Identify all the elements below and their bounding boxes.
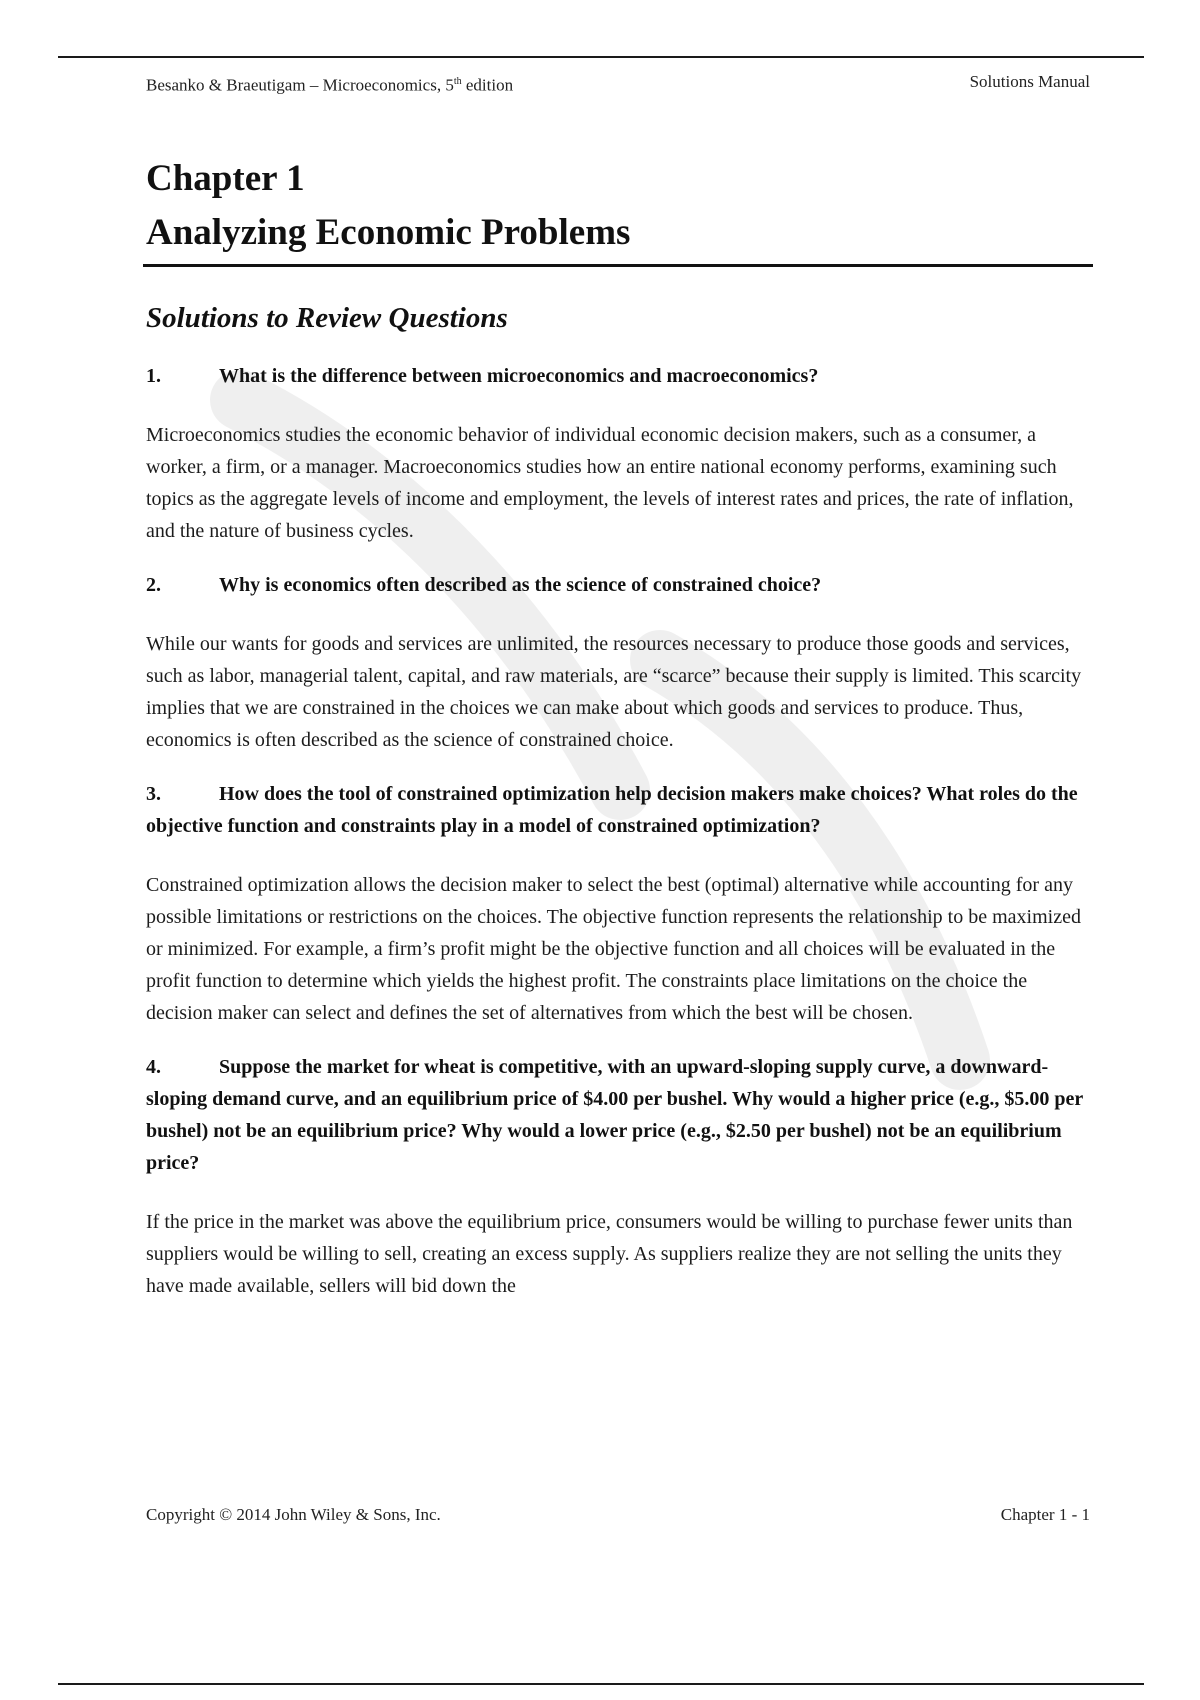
chapter-number: Chapter 1 xyxy=(146,157,305,199)
question-number: 3. xyxy=(146,782,161,805)
question-text: How does the tool of constrained optimization help decision makers make choices? What roles do the objective function and constraints play in a model of constrained optimization? xyxy=(146,782,1078,837)
answer-1: Microeconomics studies the economic behavior of individual economic decision makers, such as a consumer, a worker, a firm, or a manager. Macroeconomics studies how an entire national economy performs, examining such topics as the aggregate levels of income and employment, the levels of interest rates and prices, the rate of inflation, and the nature of business cycles. xyxy=(146,423,1074,542)
answer-4: If the price in the market was above the equilibrium price, consumers would be willing to purchase fewer units than suppliers would be willing to sell, creating an excess supply. As suppliers realize they are not selling the units they have made available, sellers will bid down the xyxy=(146,1210,1073,1297)
running-footer xyxy=(146,1503,1090,1527)
chapter-title xyxy=(146,152,1090,260)
footer-page-number: Chapter 1 - 1 xyxy=(1000,1505,1090,1524)
question-text: Why is economics often described as the science of constrained choice? xyxy=(219,573,822,596)
question-3 xyxy=(146,778,1090,842)
footer-copyright: Copyright © 2014 John Wiley & Sons, Inc. xyxy=(146,1505,441,1524)
question-text: Suppose the market for wheat is competitive, with an upward-sloping supply curve, a downward-sloping demand curve, and an equilibrium price of $4.00 per bushel. Why would a higher price (e.g., $5.00 per bushel) not be an equilibrium price? Why would a lower price (e.g., $2.50 per bushel) not be an equilibrium price? xyxy=(146,1055,1083,1174)
title-underline xyxy=(143,264,1093,267)
question-number: 1. xyxy=(146,364,161,387)
question-number: 4. xyxy=(146,1055,161,1078)
header-manual-label: Solutions Manual xyxy=(969,72,1090,91)
document-page xyxy=(146,70,1090,1302)
section-heading: Solutions to Review Questions xyxy=(146,301,508,334)
header-book-title: Besanko & Braeutigam – Microeconomics, 5th edition xyxy=(146,75,514,95)
answer-3: Constrained optimization allows the decision maker to select the best (optimal) alternative while accounting for any possible limitations or restrictions on the choices. The objective function represents the relationship to be maximized or minimized. For example, a firm’s profit might be the objective function and all choices will be evaluated in the profit function to determine which yields the highest profit. The constraints place limitations on the choice the decision maker can select and defines the set of alternatives from which the best will be chosen. xyxy=(146,873,1081,1024)
chapter-name: Analyzing Economic Problems xyxy=(146,211,631,253)
top-rule xyxy=(58,56,1144,58)
question-text: What is the difference between microeconomics and macroeconomics? xyxy=(219,364,819,387)
question-4 xyxy=(146,1051,1090,1179)
answer-2: While our wants for goods and services are unlimited, the resources necessary to produce those goods and services, such as labor, managerial talent, capital, and raw materials, are “scarce” because their supply is limited. This scarcity implies that we are constrained in the choices we can make about which goods and services to produce. Thus, economics is often described as the science of constrained choice. xyxy=(146,632,1082,751)
bottom-rule xyxy=(58,1683,1144,1685)
running-header xyxy=(146,70,1090,98)
question-1 xyxy=(146,360,1090,392)
question-2 xyxy=(146,569,1090,601)
question-number: 2. xyxy=(146,573,161,596)
